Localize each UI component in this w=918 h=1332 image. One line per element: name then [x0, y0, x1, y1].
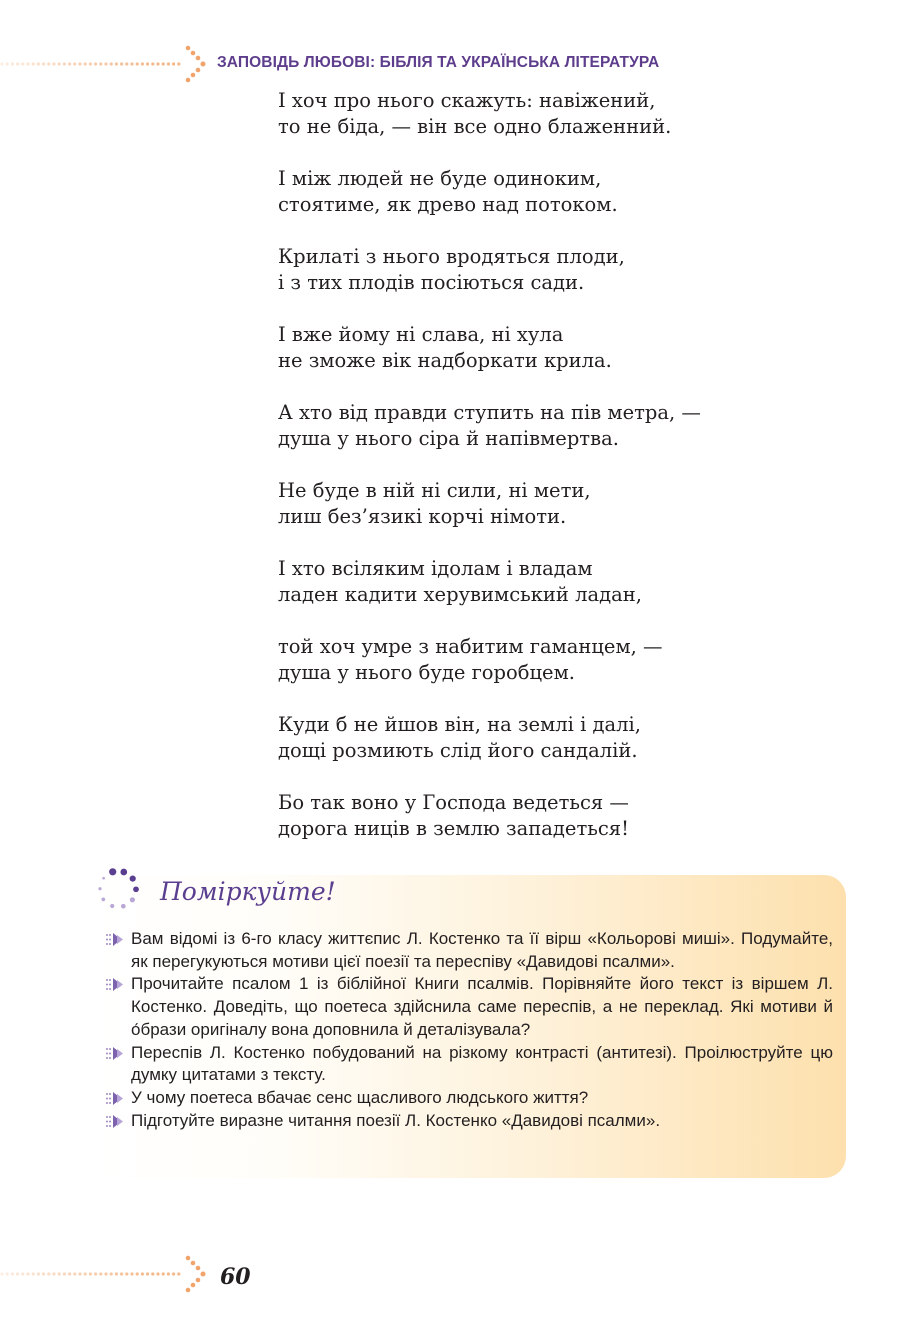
question-text: Прочитайте псалом 1 із біблійної Книги псалмів. Порівняйте його текст із віршем Л. Костенко. Доведіть, що поетеса здійснила саме переспів, а не переклад. Які мотиви й о́брази оригіналу вона доповнила й деталізувала? — [131, 974, 833, 1039]
poem-line: дорога ниців в землю западеться! — [278, 817, 629, 840]
poem-line: І вже йому ні слава, ні хула — [278, 323, 564, 346]
footer-arrow-decoration — [0, 1252, 215, 1302]
think-box-title: Поміркуйте! — [160, 877, 336, 906]
arrow-bullet-icon — [105, 1114, 127, 1129]
poem-line: І хоч про нього скажуть: навіжений, — [278, 89, 656, 112]
arrow-bullet-icon — [105, 932, 127, 947]
question-item — [105, 1042, 833, 1087]
poem-line: лиш без’язикі корчі німоти. — [278, 505, 567, 528]
poem-stanza — [278, 712, 878, 764]
question-text: У чому поетеса вбачає сенс щасливого людського життя? — [131, 1087, 589, 1107]
question-item — [105, 973, 833, 1041]
question-item — [105, 1110, 833, 1133]
arrow-bullet-icon — [105, 1091, 127, 1106]
question-text: Підготуйте виразне читання поезії Л. Костенко «Давидові псалми». — [131, 1110, 661, 1130]
page-header — [0, 40, 918, 90]
poem-stanza — [278, 88, 878, 140]
poem-stanza — [278, 478, 878, 530]
poem-line: Куди б не йшов він, на землі і далі, — [278, 713, 641, 736]
poem-line: А хто від правди ступить на пів метра, — — [278, 401, 701, 424]
poem-line: то не біда, — він все одно блаженний. — [278, 115, 672, 138]
poem-line: і з тих плодів посіються сади. — [278, 271, 585, 294]
dots-ring-icon — [92, 860, 152, 920]
question-item — [105, 1087, 833, 1110]
poem-line: той хоч умре з набитим гаманцем, — — [278, 635, 663, 658]
poem-stanza — [278, 556, 878, 608]
poem-line: ладен кадити херувимський ладан, — [278, 583, 642, 606]
question-text: Вам відомі із 6-го класу життєпис Л. Костенко та її вірш «Кольорові миші». Подумайте, як перегукуються мотиви цієї поезії та переспіву «Давидові псалми». — [131, 929, 833, 971]
poem-line: стоятиме, як древо над потоком. — [278, 193, 618, 216]
poem-line: І між людей не буде одиноким, — [278, 167, 602, 190]
poem-stanza — [278, 400, 878, 452]
arrow-bullet-icon — [105, 977, 127, 992]
poem-line: душа у нього буде горобцем. — [278, 661, 575, 684]
page-number: 60 — [220, 1264, 251, 1290]
poem-text — [278, 88, 878, 868]
poem-stanza — [278, 166, 878, 218]
poem-line: Бо так воно у Господа ведеться — — [278, 791, 629, 814]
header-arrow-decoration — [0, 40, 215, 90]
poem-stanza — [278, 790, 878, 842]
question-item — [105, 928, 833, 973]
poem-stanza — [278, 322, 878, 374]
question-text: Переспів Л. Костенко побудований на різкому контрасті (антитезі). Проілюструйте цю думку цитатами з тексту. — [131, 1042, 833, 1085]
poem-stanza — [278, 244, 878, 296]
poem-line: не зможе вік надборкати крила. — [278, 349, 612, 372]
poem-line: дощі розмиють слід його сандалій. — [278, 739, 638, 762]
poem-line: Не буде в ній ні сили, ні мети, — [278, 479, 591, 502]
poem-stanza — [278, 634, 878, 686]
poem-line: Крилаті з нього вродяться плоди, — [278, 245, 625, 268]
poem-line: І хто всіляким ідолам і владам — [278, 557, 593, 580]
running-header-title: ЗАПОВІДЬ ЛЮБОВІ: БІБЛІЯ ТА УКРАЇНСЬКА ЛІТЕРАТУРА — [217, 54, 660, 71]
page-footer — [0, 1252, 918, 1302]
arrow-bullet-icon — [105, 1046, 127, 1061]
question-list — [105, 928, 833, 1132]
poem-line: душа у нього сіра й напівмертва. — [278, 427, 619, 450]
